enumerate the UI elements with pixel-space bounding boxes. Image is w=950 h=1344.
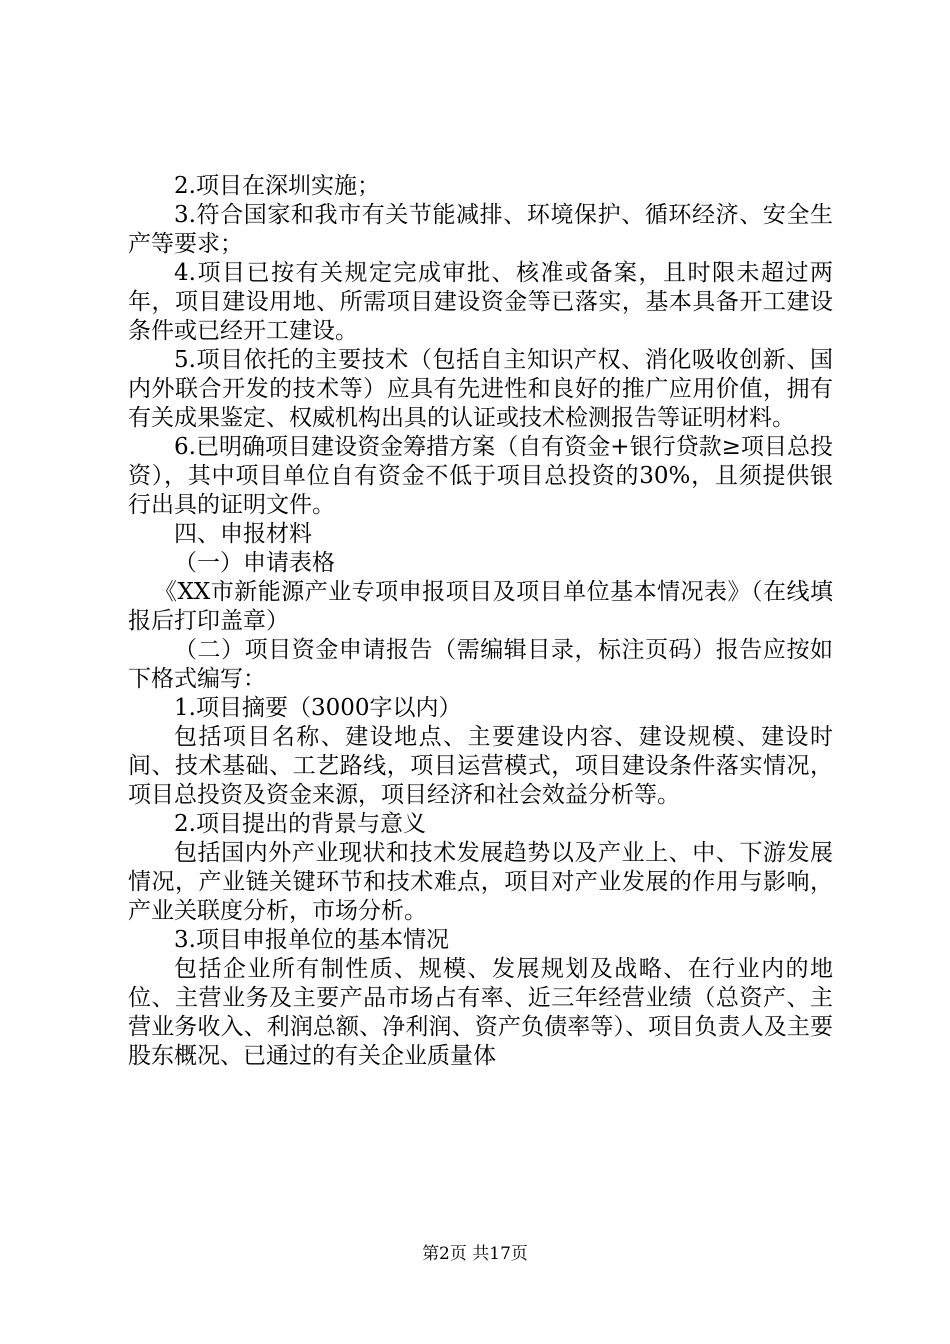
report-item-background-heading: 2.项目提出的背景与意义 xyxy=(174,811,426,837)
subsection-heading-forms: （一）申请表格 xyxy=(174,550,335,576)
document-body xyxy=(128,172,833,1071)
page-footer xyxy=(0,1243,950,1265)
report-item-applicant-heading: 3.项目申报单位的基本情况 xyxy=(174,927,449,953)
paragraph-item-4: 4.项目已按有关规定完成审批、核准或备案，且时限未超过两年，项目建设用地、所需项目建设资金等已落实，基本具备开工建设条件或已经开工建设。 xyxy=(128,260,833,344)
page-number-label: 第2页 共17页 xyxy=(422,1244,528,1264)
form-title-paragraph: 《XX市新能源产业专项申报项目及项目单位基本情况表》（在线填报后打印盖章） xyxy=(128,579,833,634)
report-item-summary-heading: 1.项目摘要（3000字以内） xyxy=(174,695,462,721)
paragraph-item-2: 2.项目在深圳实施； xyxy=(174,173,380,199)
paragraph-item-5: 5.项目依托的主要技术（包括自主知识产权、消化吸收创新、国内外联合开发的技术等）应具有先进性和良好的推广应用价值，拥有有关成果鉴定、权威机构出具的认证或技术检测报告等证明材料。 xyxy=(128,347,833,431)
report-item-applicant-body: 包括企业所有制性质、规模、发展规划及战略、在行业内的地位、主营业务及主要产品市场占有率、近三年经营业绩（总资产、主营业务收入、利润总额、净利润、资产负债率等）、项目负责人及主要股东概况、已通过的有关企业质量体 xyxy=(128,956,833,1069)
subsection-heading-report: （二）项目资金申请报告（需编辑目录，标注页码）报告应按如下格式编写： xyxy=(128,637,833,692)
report-item-background-body: 包括国内外产业现状和技术发展趋势以及产业上、中、下游发展情况，产业链关键环节和技术难点，项目对产业发展的作用与影响，产业关联度分析，市场分析。 xyxy=(128,840,833,924)
paragraph-item-3: 3.符合国家和我市有关节能减排、环境保护、循环经济、安全生产等要求； xyxy=(128,202,833,257)
report-item-summary-body: 包括项目名称、建设地点、主要建设内容、建设规模、建设时间、技术基础、工艺路线，项目运营模式，项目建设条件落实情况，项目总投资及资金来源，项目经济和社会效益分析等。 xyxy=(128,724,833,808)
paragraph-item-6: 6.已明确项目建设资金筹措方案（自有资金+银行贷款≥项目总投资），其中项目单位自有资金不低于项目总投资的30%，且须提供银行出具的证明文件。 xyxy=(128,434,833,518)
section-heading-materials: 四、申报材料 xyxy=(174,521,312,547)
